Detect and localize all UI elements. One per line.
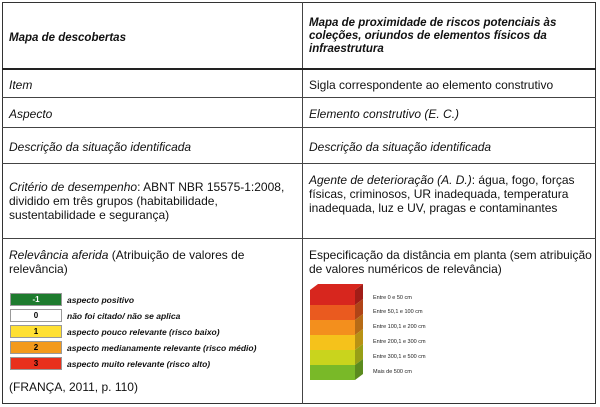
criterio-left [9, 180, 297, 222]
distance-label: Entre 100,1 e 200 cm [373, 324, 426, 330]
row-item-right: Sigla correspondente ao elemento construtivo [309, 78, 554, 92]
legend-item [10, 325, 220, 338]
distance-label: Mais de 500 cm [373, 369, 412, 375]
relevancia-left-term: Relevância aferida [9, 248, 109, 262]
row-aspecto-left: Aspecto [9, 107, 53, 121]
distance-band [310, 365, 355, 380]
distance-block-top [310, 284, 363, 290]
distance-label: Entre 50,1 e 100 cm [373, 309, 423, 315]
column-divider [302, 2, 303, 404]
row-divider [2, 127, 596, 128]
row-item-left: Item [9, 78, 33, 92]
row-descricao-left: Descrição da situação identificada [9, 140, 192, 154]
distance-band [310, 290, 355, 305]
relevancia-right: Especificação da distância em planta (sem atribuição de valores numéricos de relevância) [309, 248, 592, 276]
header-left: Mapa de descobertas [9, 32, 126, 44]
distance-band [310, 350, 355, 365]
citation: (FRANÇA, 2011, p. 110) [9, 380, 138, 394]
criterio-right [309, 173, 592, 215]
legend-swatch: 2 [10, 341, 62, 354]
legend-swatch: 1 [10, 325, 62, 338]
relevancia-left [9, 248, 297, 276]
legend-label: aspecto muito relevante (risco alto) [67, 358, 211, 369]
relevancia-left-text: (Atribuição de valores de relevância) [9, 248, 245, 276]
header-right: Mapa de proximidade de riscos potenciais às coleções, oriundos de elementos físicos da infraestrutura [309, 17, 557, 55]
legend-swatch: -1 [10, 293, 62, 306]
distance-label: Entre 300,1 e 500 cm [373, 354, 426, 360]
distance-scale-block [305, 280, 370, 395]
legend-item [10, 309, 180, 322]
row-divider [2, 97, 596, 98]
criterio-right-text: : água, fogo, forças físicas, criminosos, UR inadequada, temperatura inadequada, luz e UV, pragas e contaminantes [309, 173, 575, 215]
legend-item [10, 357, 210, 370]
criterio-left-text: : ABNT NBR 15575-1:2008, dividido em três grupos (habitabilidade, sustentabilidade e segurança) [9, 180, 285, 222]
distance-band [310, 305, 355, 320]
row-divider [2, 163, 596, 164]
legend-swatch: 0 [10, 309, 62, 322]
distance-band [310, 320, 355, 335]
legend-label: aspecto medianamente relevante (risco médio) [67, 342, 257, 353]
row-divider [2, 238, 596, 239]
row-aspecto-right: Elemento construtivo (E. C.) [309, 107, 460, 121]
row-descricao-right: Descrição da situação identificada [309, 140, 492, 154]
legend-item [10, 293, 134, 306]
distance-band [310, 335, 355, 350]
header-divider [2, 68, 596, 70]
distance-label: Entre 200,1 e 300 cm [373, 339, 426, 345]
criterio-right-term: Agente de deterioração (A. D.) [309, 173, 472, 187]
legend-label: aspecto pouco relevante (risco baixo) [67, 326, 220, 337]
legend-label: não foi citado/ não se aplica [67, 310, 181, 321]
criterio-left-term: Critério de desempenho [9, 180, 138, 194]
legend-item [10, 341, 256, 354]
legend-label: aspecto positivo [67, 294, 135, 305]
legend-swatch: 3 [10, 357, 62, 370]
distance-label: Entre 0 e 50 cm [373, 295, 412, 301]
